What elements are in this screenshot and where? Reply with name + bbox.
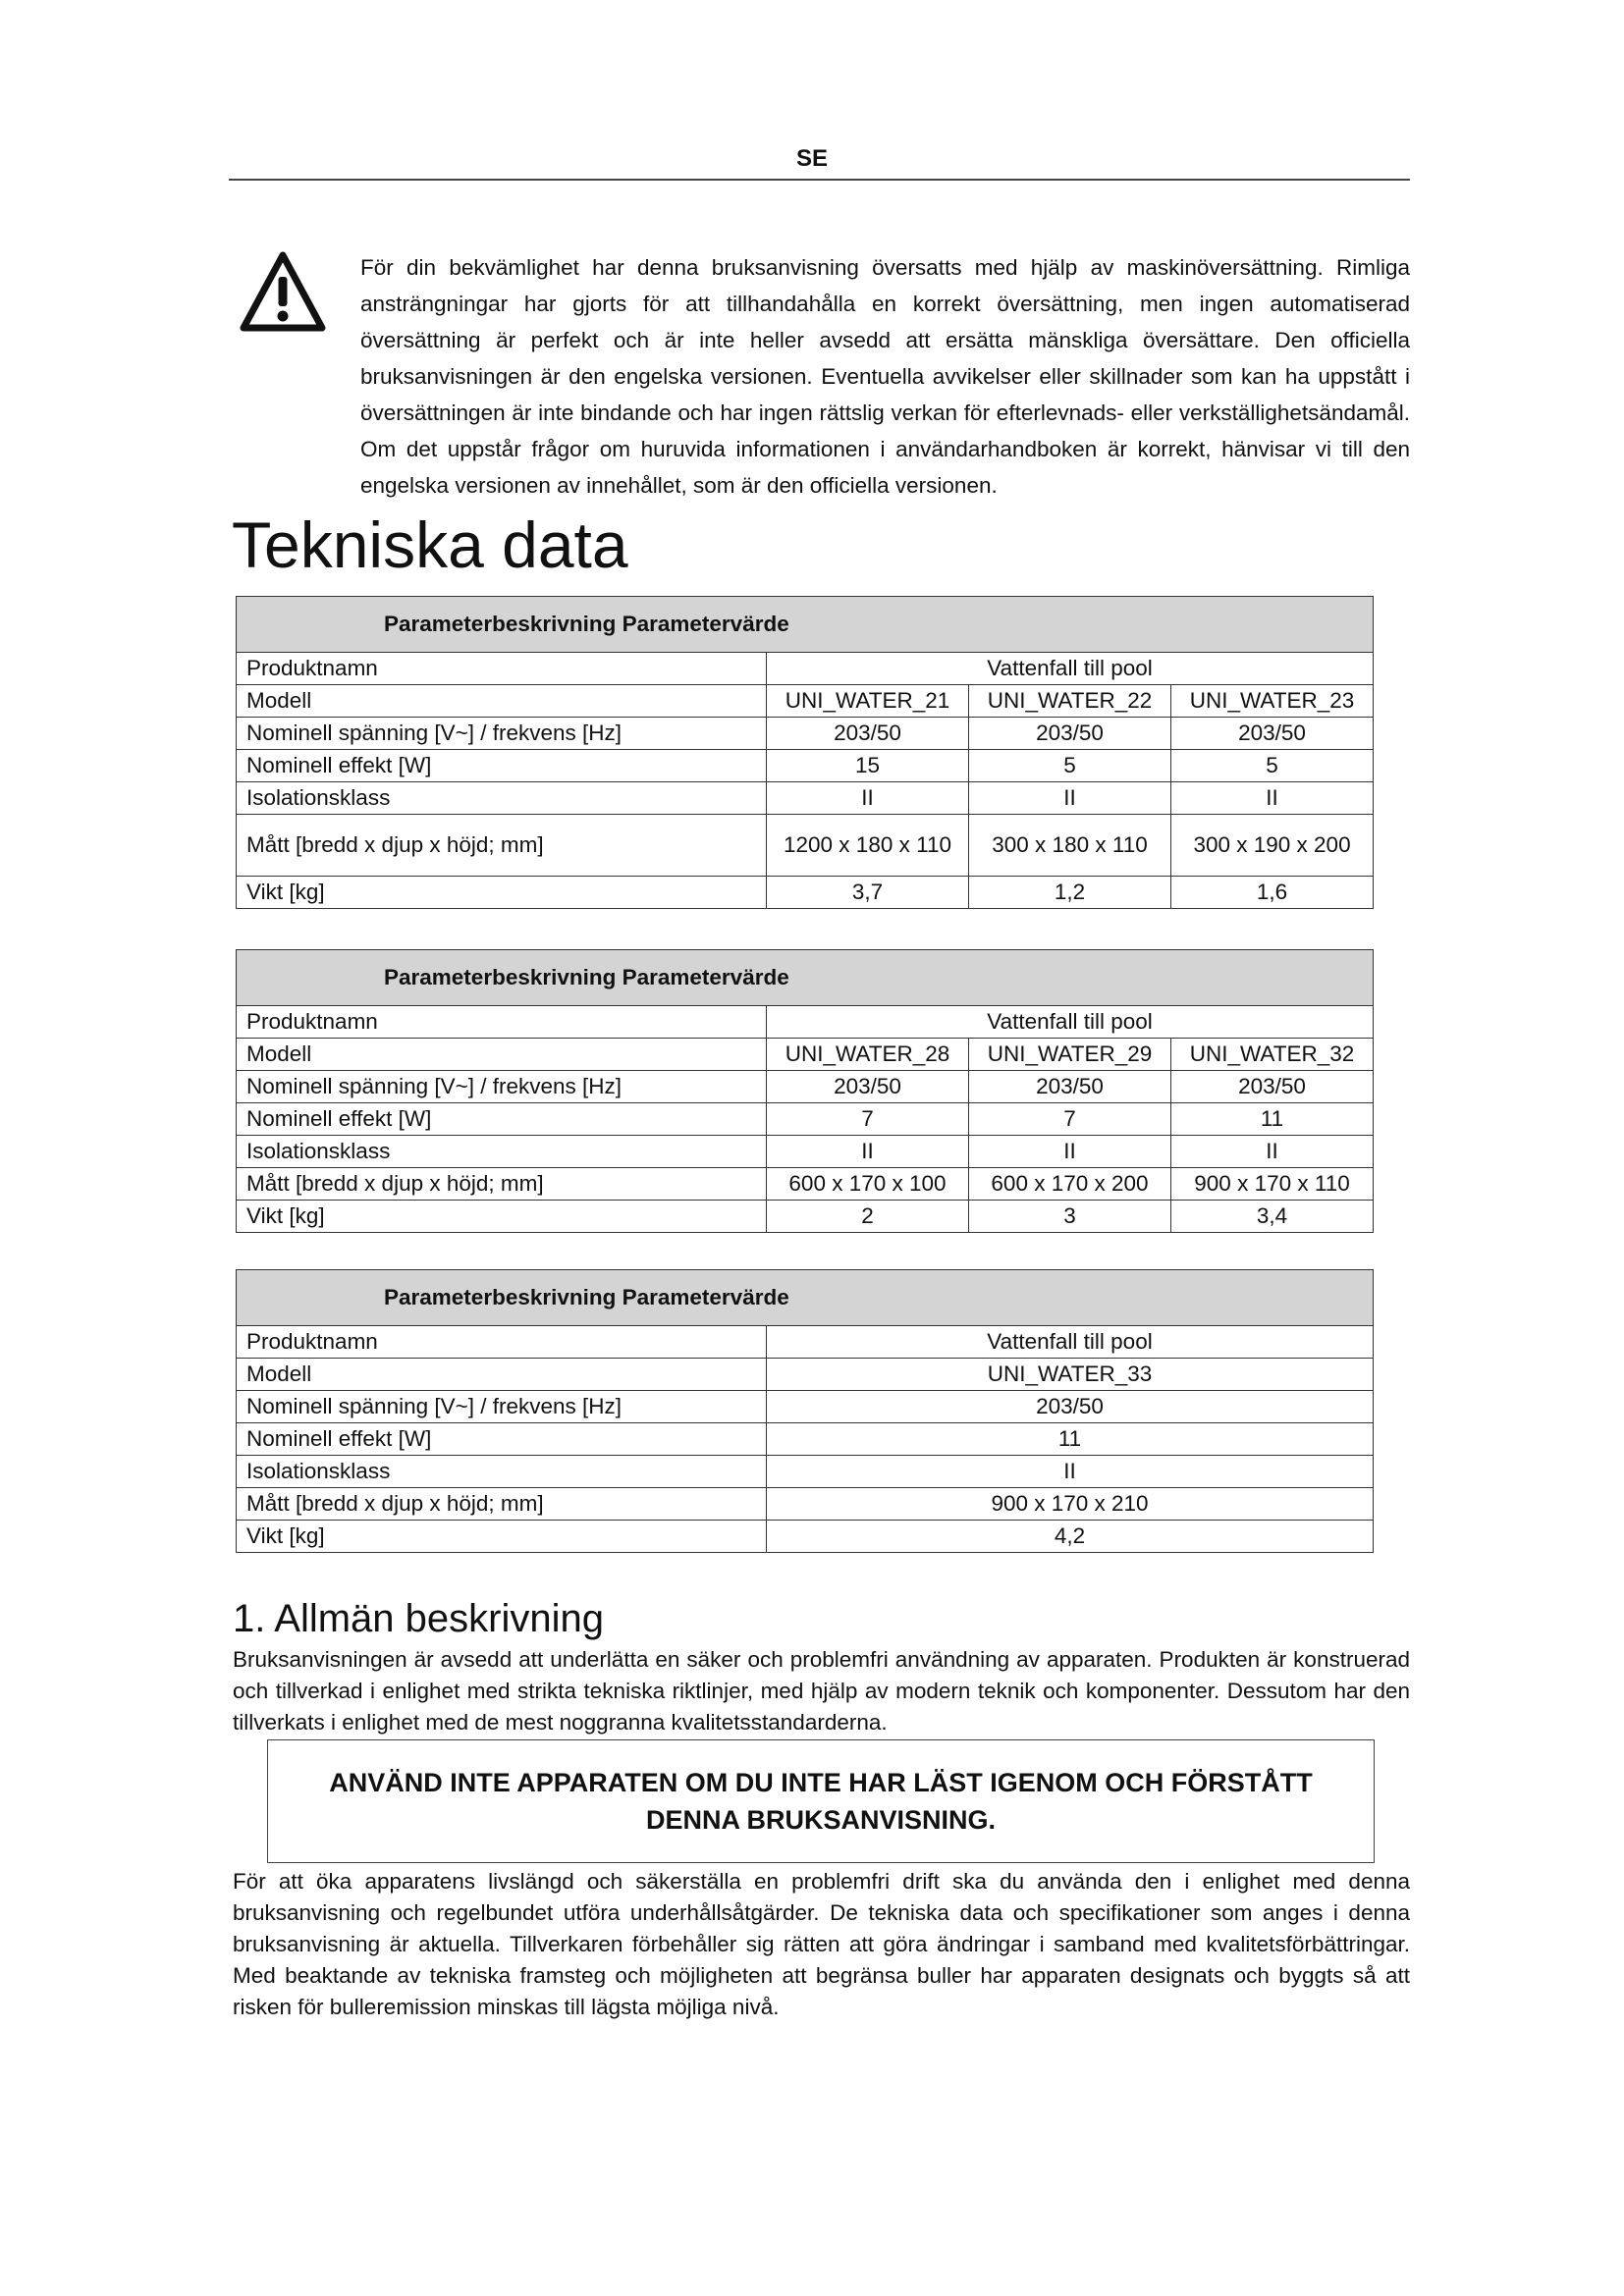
table-header-cell: Parameterbeskrivning Parametervärde (237, 1270, 1374, 1326)
row-label: Vikt [kg] (237, 1201, 767, 1233)
table-row (237, 1201, 1374, 1233)
table-cell: 3,4 (1171, 1201, 1374, 1233)
row-label: Vikt [kg] (237, 1521, 767, 1553)
table-header-cell: Parameterbeskrivning Parametervärde (237, 950, 1374, 1006)
product-name-cell: Vattenfall till pool (767, 1006, 1374, 1039)
section-heading: 1. Allmän beskrivning (233, 1597, 604, 1640)
table-row (237, 1168, 1374, 1201)
page-language-label: SE (795, 145, 828, 172)
table-row (237, 1326, 1374, 1359)
row-label: Produktnamn (237, 1326, 767, 1359)
table-cell: 4,2 (767, 1521, 1374, 1553)
table-row (237, 782, 1374, 815)
caution-box (267, 1739, 1375, 1863)
table-row (237, 1103, 1374, 1136)
row-label: Nominell spänning [V~] / frekvens [Hz] (237, 1071, 767, 1103)
table-cell: 300 x 190 x 200 (1171, 815, 1374, 877)
table-row (237, 1039, 1374, 1071)
table-cell: 11 (1171, 1103, 1374, 1136)
table-row (237, 1488, 1374, 1521)
table-cell: 11 (767, 1423, 1374, 1456)
table-cell: 15 (767, 750, 969, 782)
table-cell: 203/50 (767, 718, 969, 750)
table-cell: 1,2 (969, 877, 1171, 909)
table-cell: 900 x 170 x 210 (767, 1488, 1374, 1521)
table-cell: 1,6 (1171, 877, 1374, 909)
intro-paragraph: Bruksanvisningen är avsedd att underlätta en säker och problemfri användning av apparaten. Produkten är konstruerad och tillverkad i enlighet med strikta tekniska riktlinjer, med hjälp av modern teknik och komponenter. Dessutom har den tillverkats i enlighet med de mest noggranna kvalitetsstandarderna. (233, 1647, 1410, 1735)
table-cell: 203/50 (969, 1071, 1171, 1103)
table-cell: II (969, 1136, 1171, 1168)
row-label: Modell (237, 685, 767, 718)
table-cell: Vattenfall till pool (767, 1326, 1374, 1359)
table-cell: 203/50 (767, 1071, 969, 1103)
row-label: Mått [bredd x djup x höjd; mm] (237, 1488, 767, 1521)
table-cell: UNI_WATER_21 (767, 685, 969, 718)
table-cell: 600 x 170 x 100 (767, 1168, 969, 1201)
table-cell: UNI_WATER_22 (969, 685, 1171, 718)
table-row (237, 1136, 1374, 1168)
table-row (237, 1071, 1374, 1103)
row-label: Nominell spänning [V~] / frekvens [Hz] (237, 718, 767, 750)
spec-table-3 (236, 1269, 1374, 1553)
row-label: Isolationsklass (237, 782, 767, 815)
table-row (237, 1359, 1374, 1391)
table-row (237, 877, 1374, 909)
product-name-cell: Vattenfall till pool (767, 653, 1374, 685)
row-label: Nominell effekt [W] (237, 1423, 767, 1456)
row-label: Produktnamn (237, 1006, 767, 1039)
row-label: Isolationsklass (237, 1136, 767, 1168)
table-cell: UNI_WATER_28 (767, 1039, 969, 1071)
body-paragraph: För att öka apparatens livslängd och säkerställa en problemfri drift ska du använda den i enlighet med denna bruksanvisning och regelbundet utföra underhållsåtgärder. De tekniska data och specifikationer som anges i denna bruksanvisning är aktuella. Tillverkaren förbehåller sig rätten att göra ändringar i samband med kvalitetsförbättringar. Med beaktande av tekniska framsteg och möjligheten att begränsa buller har apparaten designats och byggts så att risken för bulleremission minskas till lägsta möjliga nivå. (233, 1869, 1410, 2019)
table-cell: 2 (767, 1201, 969, 1233)
table-row (237, 1391, 1374, 1423)
row-label: Mått [bredd x djup x höjd; mm] (237, 815, 767, 877)
table-header-row (237, 950, 1374, 1006)
table-cell: II (969, 782, 1171, 815)
table-row (237, 1456, 1374, 1488)
table-header-row (237, 1270, 1374, 1326)
row-label: Vikt [kg] (237, 877, 767, 909)
table-cell: II (767, 782, 969, 815)
table-cell: II (1171, 782, 1374, 815)
table-row (237, 1006, 1374, 1039)
table-row (237, 718, 1374, 750)
table-cell: UNI_WATER_23 (1171, 685, 1374, 718)
table-row (237, 815, 1374, 877)
table-header-cell: Parameterbeskrivning Parametervärde (237, 597, 1374, 653)
spec-table-2 (236, 949, 1374, 1233)
table-cell: 203/50 (1171, 718, 1374, 750)
table-cell: 1200 x 180 x 110 (767, 815, 969, 877)
table-cell: 7 (767, 1103, 969, 1136)
row-label: Nominell spänning [V~] / frekvens [Hz] (237, 1391, 767, 1423)
row-label: Mått [bredd x djup x höjd; mm] (237, 1168, 767, 1201)
table-cell: II (767, 1456, 1374, 1488)
table-cell: 600 x 170 x 200 (969, 1168, 1171, 1201)
table-row (237, 685, 1374, 718)
table-cell: 300 x 180 x 110 (969, 815, 1171, 877)
table-cell: UNI_WATER_32 (1171, 1039, 1374, 1071)
table-row (237, 1423, 1374, 1456)
warning-triangle-icon (240, 251, 326, 332)
table-cell: UNI_WATER_33 (767, 1359, 1374, 1391)
table-cell: 3,7 (767, 877, 969, 909)
table-row (237, 1521, 1374, 1553)
row-label: Modell (237, 1039, 767, 1071)
row-label: Produktnamn (237, 653, 767, 685)
table-cell: II (767, 1136, 969, 1168)
table-row (237, 750, 1374, 782)
table-cell: 5 (1171, 750, 1374, 782)
table-row (237, 653, 1374, 685)
table-cell: II (1171, 1136, 1374, 1168)
table-cell: 3 (969, 1201, 1171, 1233)
row-label: Modell (237, 1359, 767, 1391)
table-cell: 7 (969, 1103, 1171, 1136)
row-label: Nominell effekt [W] (237, 750, 767, 782)
table-cell: 900 x 170 x 110 (1171, 1168, 1374, 1201)
row-label: Nominell effekt [W] (237, 1103, 767, 1136)
row-label: Isolationsklass (237, 1456, 767, 1488)
machine-translation-notice: För din bekvämlighet har denna bruksanvisning översatts med hjälp av maskinöversättning. Rimliga ansträngningar har gjorts för att tillhandahålla en korrekt översättning, men ingen automatiserad översättning är perfekt och är inte heller avsedd att ersätta mänskliga översättare. Den officiella bruksanvisningen är den engelska versionen. Eventuella avvikelser eller skillnader som kan ha uppstått i översättningen är inte bindande och har ingen rättslig verkan för efterlevnads- eller verkställighetsändamål. Om det uppstår frågor om huruvida informationen i användarhandboken är korrekt, hänvisar vi till den engelska versionen av innehållet, som är den officiella versionen. (360, 255, 1410, 498)
spec-table-1 (236, 596, 1374, 909)
table-cell: 203/50 (767, 1391, 1374, 1423)
table-cell: 203/50 (969, 718, 1171, 750)
table-cell: 5 (969, 750, 1171, 782)
table-header-row (237, 597, 1374, 653)
page-title: Tekniska data (232, 508, 628, 581)
caution-text: ANVÄND INTE APPARATEN OM DU INTE HAR LÄST IGENOM OCH FÖRSTÅTT DENNA BRUKSANVISNING. (329, 1768, 1313, 1835)
table-cell: UNI_WATER_29 (969, 1039, 1171, 1071)
table-cell: 203/50 (1171, 1071, 1374, 1103)
header-divider (229, 179, 1410, 181)
